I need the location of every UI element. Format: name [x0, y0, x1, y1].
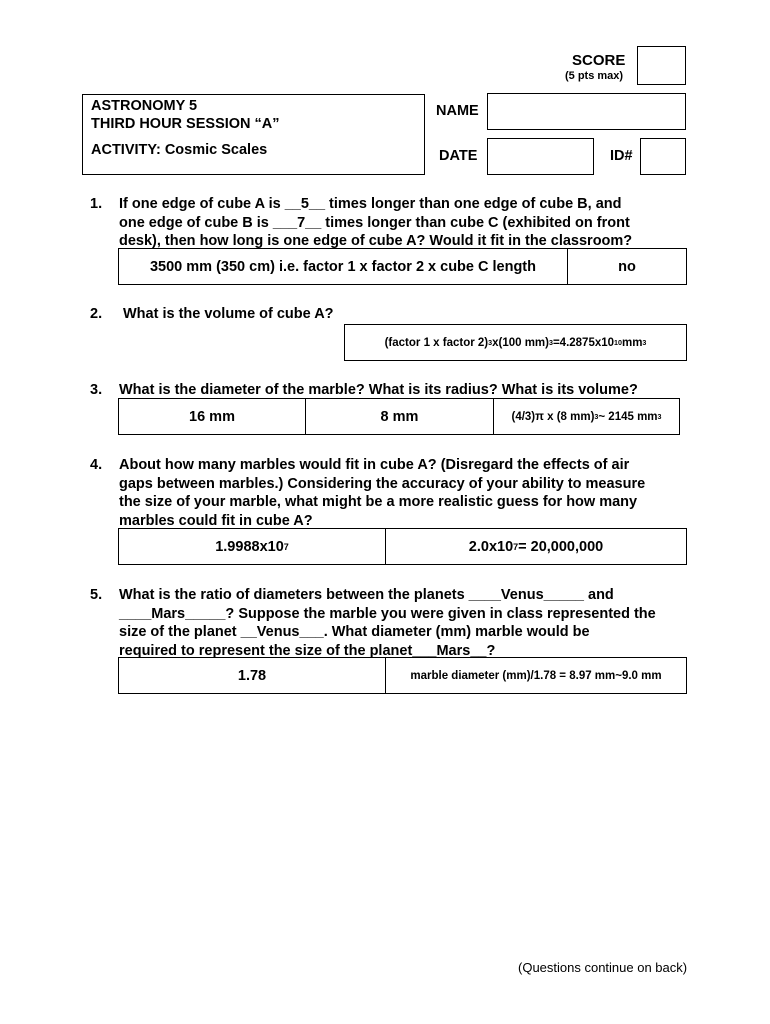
question-4-answer-realistic[interactable]: 2.0x10 7 = 20,000,000 — [468, 538, 604, 555]
question-4-line: the size of your marble, what might be a more realistic guess for how many — [119, 494, 638, 510]
question-4-answer-estimate[interactable]: 1.9988x10 7 — [119, 529, 386, 564]
question-4-text — [119, 456, 719, 530]
question-4-line: marbles could fit in cube A? — [119, 512, 313, 529]
question-3-answer-volume[interactable]: (4/3)π x (8 mm) 3 ~ 2145 mm 3 — [511, 410, 662, 423]
question-2-text: What is the volume of cube A? — [123, 306, 334, 322]
date-field[interactable] — [487, 138, 594, 175]
question-1-number: 1. — [90, 196, 103, 212]
question-5-line: What is the ratio of diameters between the planets ____Venus_____ and — [119, 587, 614, 603]
question-3-answer-radius[interactable]: 8 mm — [306, 399, 494, 434]
question-2-answer-row — [344, 324, 687, 361]
name-label: NAME — [436, 103, 479, 119]
activity-title: ACTIVITY: Cosmic Scales — [91, 142, 268, 158]
question-1-line: If one edge of cube A is __5__ times longer than one edge of cube B, and — [119, 196, 622, 212]
question-5-answer-ratio[interactable]: 1.78 — [119, 658, 386, 693]
course-info-box — [82, 94, 425, 175]
course-title: ASTRONOMY 5 — [91, 98, 198, 114]
score-note: (5 pts max) — [565, 70, 624, 82]
question-4-line: About how many marbles would fit in cube A? (Disregard the effects of air — [119, 457, 630, 473]
question-5-answer-diameter[interactable]: marble diameter (mm)/1.78 = 8.97 mm~9.0 mm — [410, 669, 662, 682]
question-3-answer-row — [118, 398, 680, 435]
id-field[interactable] — [640, 138, 686, 175]
name-field[interactable] — [487, 93, 686, 130]
question-2-number: 2. — [90, 306, 103, 322]
question-5-text — [119, 586, 719, 660]
question-3-number: 3. — [90, 382, 103, 398]
question-5-line: required to represent the size of the planet___Mars__? — [119, 642, 496, 659]
question-1-line: desk), then how long is one edge of cube A? Would it fit in the classroom? — [119, 233, 633, 249]
question-2-answer-volume[interactable]: (factor 1 x factor 2) 3 x(100 mm) 3 =4.2875x10 10 mm 3 — [384, 336, 647, 349]
question-1-text — [119, 195, 719, 251]
question-3-answer-diameter[interactable]: 16 mm — [119, 399, 306, 434]
session-title: THIRD HOUR SESSION “A” — [91, 116, 280, 132]
date-label: DATE — [439, 148, 478, 164]
question-4-answer-row — [118, 528, 687, 565]
question-4-number: 4. — [90, 457, 103, 473]
question-5-line: size of the planet __Venus___. What diameter (mm) marble would be — [119, 624, 590, 640]
question-5-answer-row — [118, 657, 687, 694]
question-1-answer-fit[interactable]: no — [618, 258, 636, 275]
question-1-answer-length[interactable]: 3500 mm (350 cm) i.e. factor 1 x factor 2 x cube C length — [119, 249, 568, 284]
footer-note: (Questions continue on back) — [518, 960, 688, 975]
question-5-line: ____Mars_____? Suppose the marble you were given in class represented the — [119, 605, 656, 622]
question-3-text: What is the diameter of the marble? What is its radius? What is its volume? — [119, 382, 638, 398]
question-1-answer-row — [118, 248, 687, 285]
question-4-line: gaps between marbles.) Considering the accuracy of your ability to measure — [119, 475, 646, 492]
question-1-line: one edge of cube B is ___7__ times longer than cube C (exhibited on front — [119, 214, 630, 231]
score-box[interactable] — [637, 46, 686, 85]
id-label: ID# — [610, 148, 633, 164]
score-label: SCORE — [572, 52, 626, 69]
question-5-number: 5. — [90, 587, 103, 603]
